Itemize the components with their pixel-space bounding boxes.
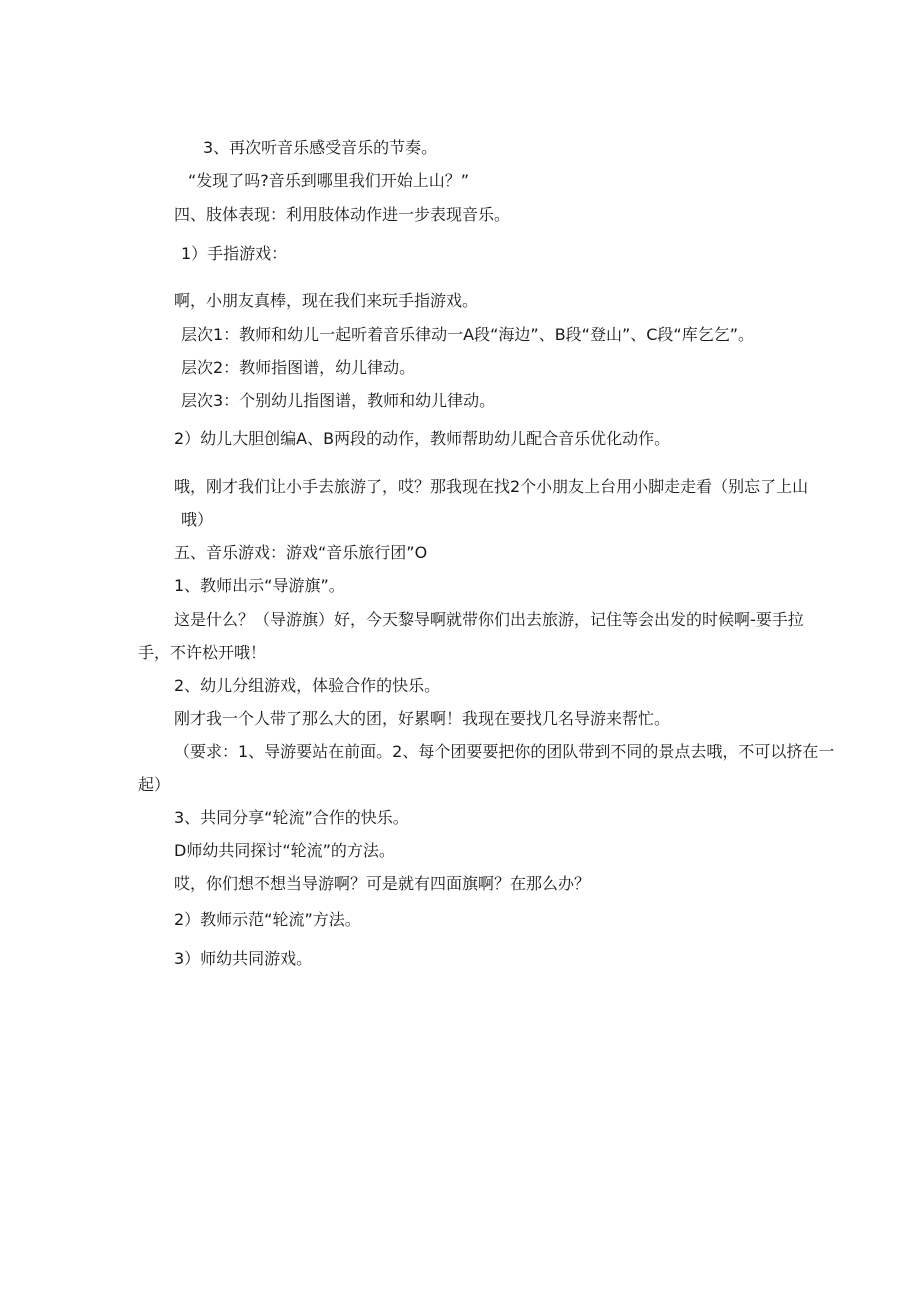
text-line: 刚才我一个人带了那么大的团，好累啊！我现在要找几名导游来帮忙。 [174, 709, 671, 728]
text-line: 手，不许松开哦！ [138, 643, 267, 662]
text-line: 哦） [181, 510, 214, 529]
section-heading: 五、音乐游戏：游戏“音乐旅行团”O [174, 543, 428, 562]
text-line: 哎，你们想不想当导游啊？可是就有四面旗啊？在那么办？ [174, 874, 591, 893]
section-heading: 四、肢体表现：利用肢体动作进一步表现音乐。 [174, 205, 511, 224]
text-line: 层次1：教师和幼儿一起听着音乐律动一A段“海边”、B段“登山”、C段“库乞乞”。 [181, 325, 755, 344]
text-line: 这是什么？（导游旗）好，今天黎导啊就带你们出去旅游，记住等会出发的时候啊-要手拉 [174, 610, 804, 629]
text-line: （要求：1、导游要站在前面。2、每个团要要把你的团队带到不同的景点去哦，不可以挤在一 [174, 742, 835, 761]
text-line: 3、再次听音乐感受音乐的节奏。 [203, 138, 438, 157]
text-line: 1）手指游戏： [181, 244, 288, 263]
text-line: 3）师幼共同游戏。 [174, 949, 313, 968]
text-line: 层次2：教师指图谱，幼儿律动。 [181, 358, 416, 377]
text-line: 啊，小朋友真棒，现在我们来玩手指游戏。 [174, 291, 479, 310]
text-line: 2、幼儿分组游戏，体验合作的快乐。 [174, 676, 441, 695]
text-line: “发现了吗?音乐到哪里我们开始上山？” [188, 171, 470, 190]
text-line: 层次3：个别幼儿指图谱，教师和幼儿律动。 [181, 391, 496, 410]
text-line: 3、共同分享“轮流”合作的快乐。 [174, 808, 409, 827]
text-line: 2）教师示范“轮流”方法。 [174, 910, 361, 929]
text-line: 哦，刚才我们让小手去旅游了，哎？那我现在找2个小朋友上台用小脚走走看（别忘了上山 [174, 477, 809, 496]
text-line: 1、教师出示“导游旗”。 [174, 576, 345, 595]
text-line: 起） [138, 775, 171, 794]
text-line: D师幼共同探讨“轮流”的方法。 [174, 841, 395, 860]
text-line: 2）幼儿大胆创编A、B两段的动作，教师帮助幼儿配合音乐优化动作。 [174, 429, 671, 448]
